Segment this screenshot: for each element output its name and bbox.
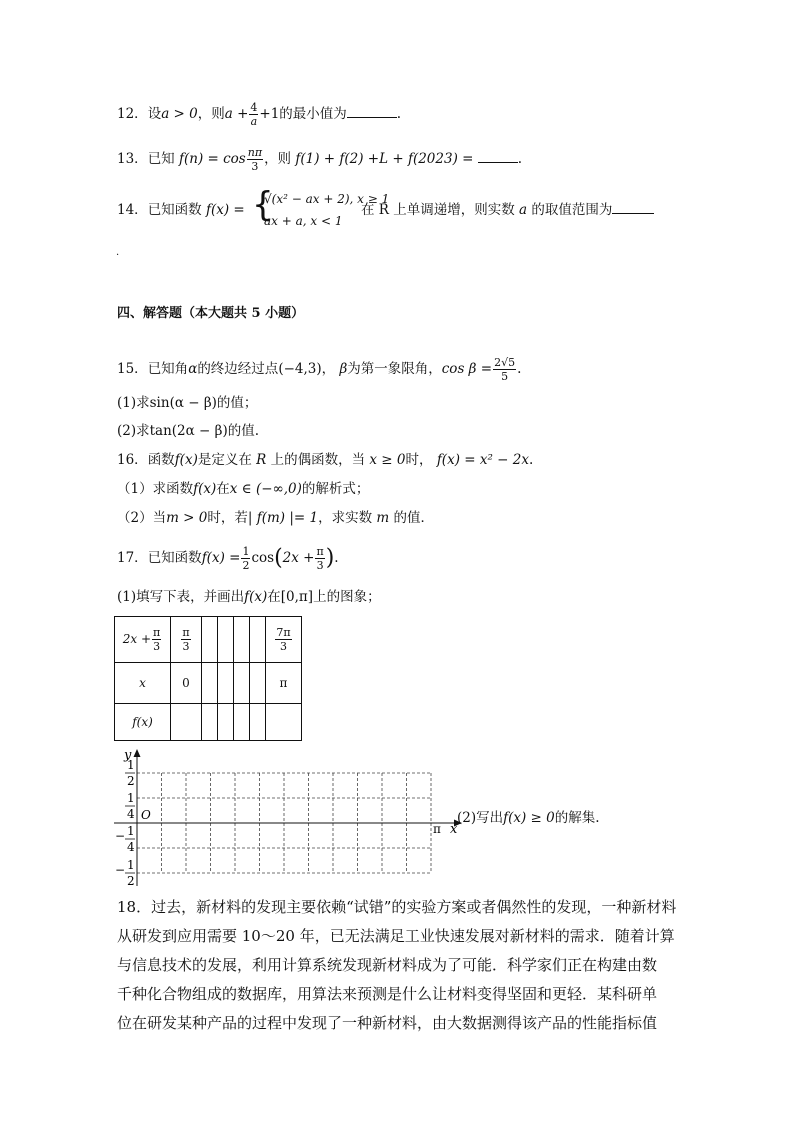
table-cell[interactable] [234,663,250,704]
q16-p1-fx: f(x) [193,481,217,497]
q16-p2-end: 的值． [393,510,434,526]
q17-part-2 [457,809,600,827]
tick-neg-half-sign: − [115,863,126,877]
q12-number: 12． [117,106,148,122]
q17-p2-end: 的解集. [554,810,600,826]
table-cell[interactable] [266,704,302,741]
q18-line: 位在研发某种产品的过程中发现了一种新材料，由大数据测得该产品的性能指标值 [117,1014,658,1032]
tick-neg-half-num: 1 [127,858,135,872]
q18-line: 18．过去，新材料的发现主要依赖“试错”的实验方案或者偶然性的发现，一种新材料 [117,898,677,916]
q15-fraction [493,356,516,383]
question-17: 17．已知函数f(x) = $\frac{1}{2}$ cos(2x + $\frac{\pi}{3}$ ). [117,545,339,572]
q16-p1-label: （1）求函数 [117,481,194,497]
q14-tail [361,201,654,219]
question-14 [117,201,245,219]
table-label-x: x [115,663,171,704]
table-cell[interactable]: π [266,663,302,704]
q13-sum: f(1) + f(2) +L + f(2023) = [295,151,474,167]
q18-line: 千种化合物组成的数据库，用算法来预测是什么让材料变得坚固和更轻．某科研单 [117,985,658,1003]
q16-p1-domain: x ∈ (−∞,0) [229,481,302,497]
table-cell[interactable] [250,704,266,741]
coordinate-grid[interactable] [110,744,470,890]
y-axis-arrow [134,749,141,757]
q17-arg-num: π [316,545,324,558]
q13-answer-blank[interactable] [478,150,518,163]
q16-p1-mid: 在 [216,481,230,497]
last-angle-num: 7π [276,626,291,639]
table-cell[interactable] [250,617,266,663]
q15-p1-expr: sin(α − β) [149,395,217,411]
q17-coef [241,545,250,572]
table-row [115,704,302,741]
first-angle-den: 3 [182,640,190,653]
question-13 [117,146,522,173]
q14-answer-blank[interactable] [612,201,654,214]
q17-arg-den: 3 [316,559,324,572]
q16-p2-mid2: ，求实数 [318,510,373,526]
q12-text: 设 [147,106,162,122]
tick-neg-quarter-num: 1 [127,824,135,838]
q14-number: 14． [117,202,148,218]
q16-def: f(x) = x² − 2x [436,452,529,468]
q12-period: . [396,106,402,122]
q16-p2-label: （2）当 [117,510,167,526]
q16-text1: 函数 [147,452,175,468]
tick-neg-quarter-sign: − [115,829,126,843]
q14-brace: { [252,185,274,225]
table-cell[interactable] [250,663,266,704]
q15-p1-end: 的值； [216,395,258,411]
q14-function: f(x) = [205,202,245,218]
q17-text1: 已知函数 [147,550,202,566]
q12-text-mid: ，则 [197,106,225,122]
q12-fraction [249,101,258,128]
angle-frac [152,626,161,653]
q13-frac-num: nπ [247,146,263,159]
q13-fraction [247,146,263,173]
angle-frac-den: 3 [153,640,161,653]
section-title: 四、解答题（本大题共 5 小题） [117,306,305,321]
pi-label: π [433,822,441,836]
q15-p1-label: (1)求 [117,395,150,411]
table-row [115,663,302,704]
q17-p1-fx: f(x) [244,589,268,605]
q13-period: . [517,151,523,167]
q16-text3: 上的偶函数，当 [270,452,366,468]
q16-p2-cond: m > 0 [166,510,208,526]
q18-line: 与信息技术的发展，利用计算系统发现新材料成为了可能．科学家们正在构建由数 [117,956,658,974]
q17-cos: cos [251,550,275,566]
q16-number: 16． [117,452,148,468]
q14-text-post2: 的取值范围为 [531,202,613,218]
tick-half-den: 2 [127,774,135,788]
table-cell[interactable] [202,617,218,663]
table-cell[interactable] [218,617,234,663]
value-table [114,616,302,741]
q16-p2-mid: 时，若 [207,510,248,526]
q16-fx: f(x) [174,452,198,468]
q15-period: . [517,361,522,377]
table-row [115,617,302,663]
q15-alpha: α [188,361,198,377]
last-angle-frac [275,626,291,653]
question-18 [117,893,683,1038]
q15-cos: cos β = [441,361,493,377]
q14-var: a [519,202,528,218]
q16-text2: 是定义在 [197,452,252,468]
q14-case-1: √(x² − ax + 2), x ≥ 1 [264,192,390,206]
origin-label: O [141,808,151,822]
q17-part-1 [117,588,381,606]
tick-quarter-num: 1 [127,791,135,805]
q12-answer-blank[interactable] [347,105,397,118]
q17-p1-interval: [0,π] [280,589,314,605]
question-16 [117,451,533,469]
q13-function: f(n) = cos [178,151,246,167]
table-label-fx: f(x) [115,704,171,741]
question-12 [117,101,401,128]
tick-quarter [125,791,135,821]
question-15 [117,356,521,383]
q15-text1: 已知角 [147,361,189,377]
q14-text-post: 在 R 上单调递增，则实数 [361,202,515,218]
tick-quarter-den: 4 [127,807,135,821]
table-cell[interactable] [202,663,218,704]
table-cell[interactable]: 0 [171,663,202,704]
q18-line: 从研发到应用需要 10～20 年，已无法满足工业快速发展对新材料的需求．随着计算 [117,927,675,945]
q16-p2-m: m [376,510,390,526]
angle-frac-num: π [153,626,161,639]
q17-p1-label: (1)填写下表，并画出 [117,589,245,605]
q17-fx: f(x) = [201,550,241,566]
q16-R: R [256,452,267,468]
q12-text-post: 的最小值为 [279,106,347,122]
table-cell[interactable] [234,704,250,741]
q17-coef-den: 2 [242,559,250,572]
q13-text-mid: ，则 [264,151,292,167]
table-cell[interactable] [266,617,302,663]
q13-text: 已知 [147,151,175,167]
tick-neg-half-den: 2 [127,874,135,888]
angle-expr: 2x + [122,632,152,646]
q15-p2-expr: tan(2α − β) [149,423,228,439]
q16-period: . [528,452,534,468]
q15-text2: 的终边经过点 [197,361,279,377]
q16-p2-abs: | f(m) |= 1 [247,510,319,526]
q17-p1-end: 上的图象； [313,589,381,605]
q12-expr-tail: +1 [259,106,280,122]
y-axis-label: y [124,748,132,763]
tick-half [125,758,135,788]
q13-frac-den: 3 [251,160,259,173]
table-cell[interactable] [218,704,234,741]
q16-text4: 时， [405,452,433,468]
q16-p1-end: 的解析式； [301,481,370,497]
q17-period: . [334,550,339,566]
table-cell[interactable] [218,663,234,704]
table-cell[interactable] [171,617,202,663]
q15-beta: β [339,361,348,377]
q17-p2-expr: f(x) ≥ 0 [503,810,555,826]
q14-period: . [116,247,120,258]
q15-frac-num: 2√5 [494,356,516,369]
q15-frac-den: 5 [501,370,509,383]
q17-p2-label: (2)写出 [457,810,504,826]
tick-neg-quarter [115,824,135,854]
table-label-angle [115,617,171,663]
q17-arg: 2x + [282,550,315,566]
q17-arg-frac [315,545,324,572]
x-axis-label: x [450,822,458,837]
q14-text: 已知函数 [147,202,202,218]
q17-p1-mid: 在 [267,589,281,605]
q17-coef-num: 1 [242,545,250,558]
table-cell[interactable] [202,704,218,741]
table-cell[interactable] [234,617,250,663]
tick-neg-quarter-den: 4 [127,840,135,854]
first-angle-num: π [182,626,190,639]
tick-neg-half [115,858,135,888]
q12-frac-num: 4 [250,101,258,114]
q15-point: (−4,3) [278,361,322,377]
q16-part-2 [117,509,434,527]
last-angle-den: 3 [279,640,287,653]
q16-cond: x ≥ 0 [369,452,406,468]
q15-p2-label: (2)求 [117,423,150,439]
q15-part-2 [117,422,259,440]
q14-case-2: ax + a, x < 1 [264,214,343,228]
q15-number: 15． [117,361,148,377]
q15-p2-end: 的值. [227,423,260,439]
q15-part-1 [117,394,257,412]
q15-text4: 为第一象限角， [347,361,442,377]
q12-frac-den: a [250,115,258,128]
q16-part-1 [117,480,369,498]
tick-half-num: 1 [127,758,135,772]
q15-text3: ， [321,361,336,377]
q13-number: 13． [117,151,148,167]
q12-condition: a > 0 [161,106,198,122]
q17-number: 17． [117,550,148,566]
first-angle-frac [181,626,190,653]
table-cell[interactable] [171,704,202,741]
q12-expr: a + [224,106,249,122]
